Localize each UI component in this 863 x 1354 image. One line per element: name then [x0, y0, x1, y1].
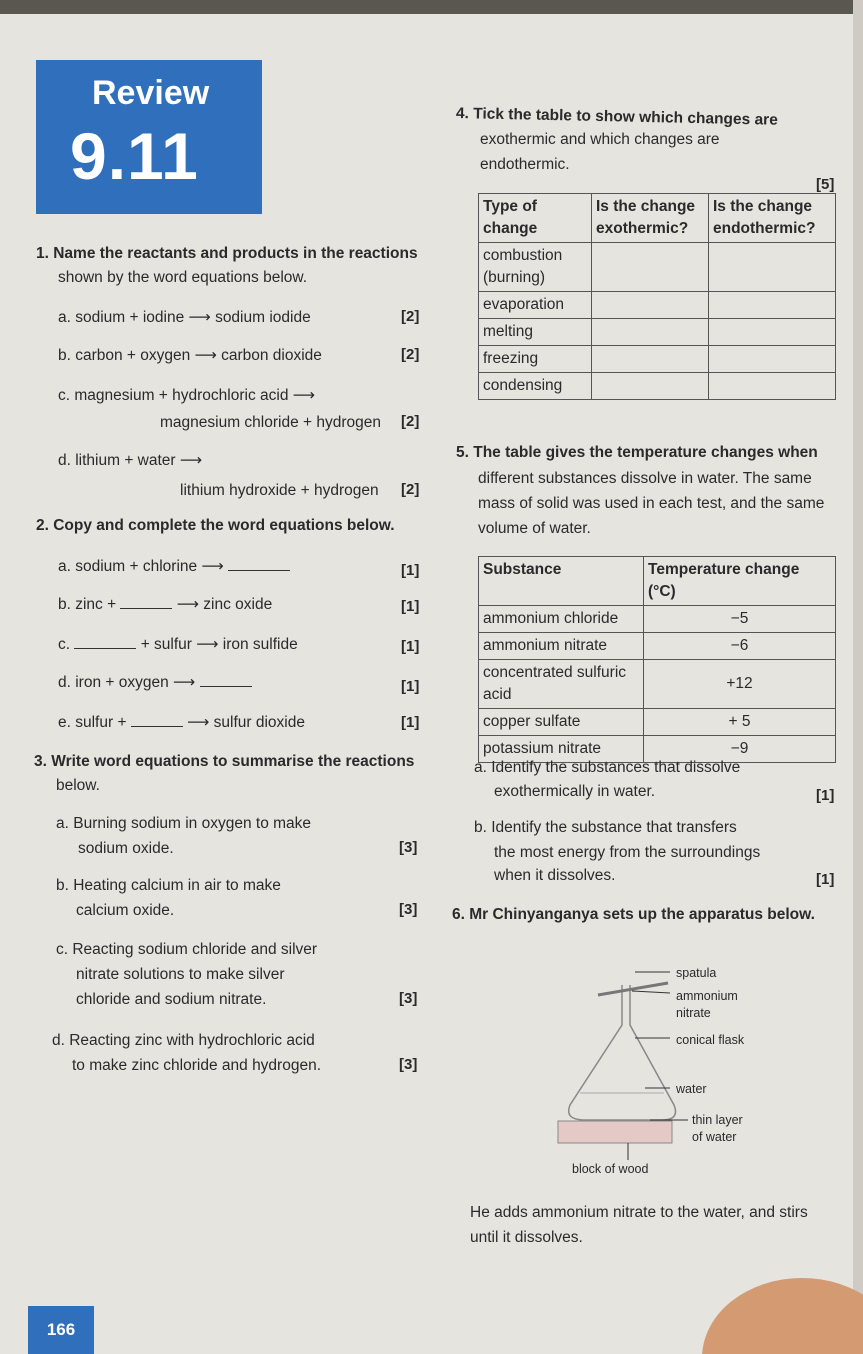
q1-d-2: lithium hydroxide + hydrogen [180, 482, 379, 499]
background-fabric [0, 0, 863, 14]
table-row [479, 243, 836, 292]
q2-c-text-2: + sulfur ⟶ iron sulfide [140, 636, 298, 653]
q2-b-text-2: ⟶ zinc oxide [176, 596, 273, 613]
q5-col-substance: Substance [479, 557, 644, 606]
table-row [479, 373, 836, 400]
q5-title: 5. The table gives the temperature changes when [456, 444, 818, 461]
table-row [479, 319, 836, 346]
q5-change: + 5 [644, 709, 836, 736]
q4-mark: [5] [816, 176, 835, 193]
review-label: Review [92, 74, 210, 112]
label-water: water [676, 1082, 707, 1096]
q2-b-mark: [1] [401, 598, 420, 615]
q1-a-mark: [2] [401, 308, 420, 325]
q3-c-2: nitrate solutions to make silver [76, 966, 285, 983]
q5-change: −6 [644, 633, 836, 660]
q1-d: d. lithium + water ⟶ [58, 452, 203, 469]
q4-header-row [479, 194, 836, 243]
q3-b-mark: [3] [399, 901, 418, 918]
conical-flask-outline [569, 985, 676, 1120]
block-of-wood [558, 1121, 672, 1143]
q4-table [478, 193, 836, 400]
q5-substance: potassium nitrate [479, 736, 644, 763]
q5-a-2: exothermically in water. [494, 783, 656, 800]
q5-a: a. Identify the substances that dissolve [474, 759, 741, 776]
review-badge [36, 60, 262, 214]
q1-a: a. sodium + iodine ⟶ sodium iodide [58, 309, 311, 326]
q4-row-combustion: combustion (burning) [479, 243, 592, 292]
table-row [479, 709, 836, 736]
label-thin-layer: thin layer [692, 1113, 743, 1127]
q2-d-blank[interactable] [200, 672, 252, 687]
q4-row-freezing: freezing [479, 346, 592, 373]
q4-col-type: Type of change [479, 194, 592, 243]
q5-change: +12 [644, 660, 836, 709]
tick-cell[interactable] [709, 243, 836, 292]
q4-title: 4. Tick the table to show which changes are [455, 105, 778, 129]
q6-text-2: until it dissolves. [470, 1229, 583, 1246]
label-spatula: spatula [676, 966, 717, 980]
q5-title-2: different substances dissolve in water. The same [478, 470, 812, 487]
q3-d-mark: [3] [399, 1056, 418, 1073]
finger-thumb [702, 1278, 863, 1354]
q1-title-2: shown by the word equations below. [58, 269, 308, 286]
q4-title-2: exothermic and which changes are [480, 131, 720, 148]
q3-title: 3. Write word equations to summarise the reactions [34, 753, 415, 770]
q2-c [58, 634, 298, 655]
ammonium-nitrate-pointer [632, 991, 670, 993]
spatula-shape [598, 983, 668, 995]
page-number: 166 [28, 1306, 94, 1354]
q1-title: 1. Name the reactants and products in the reactions [36, 245, 418, 262]
q5-header-row [479, 557, 836, 606]
q2-e-blank[interactable] [131, 712, 183, 727]
q2-e-mark: [1] [401, 714, 420, 731]
q5-b-3: when it dissolves. [494, 867, 616, 884]
q2-d-text: d. iron + oxygen ⟶ [58, 674, 196, 691]
q2-b [58, 594, 272, 615]
q2-d-mark: [1] [401, 678, 420, 695]
q4-col-endothermic: Is the change endothermic? [709, 194, 836, 243]
q2-e [58, 712, 305, 733]
tick-cell[interactable] [592, 319, 709, 346]
q5-change: −5 [644, 606, 836, 633]
table-row [479, 660, 836, 709]
q1-b: b. carbon + oxygen ⟶ carbon dioxide [58, 347, 322, 364]
q3-a: a. Burning sodium in oxygen to make [56, 815, 312, 832]
q2-b-blank[interactable] [120, 594, 172, 609]
q3-c: c. Reacting sodium chloride and silver [56, 941, 318, 958]
tick-cell[interactable] [709, 346, 836, 373]
q4-row-condensing: condensing [479, 373, 592, 400]
q4-row-melting: melting [479, 319, 592, 346]
q4-title-3: endothermic. [480, 156, 570, 173]
q2-title: 2. Copy and complete the word equations below. [36, 517, 395, 534]
q5-substance: ammonium chloride [479, 606, 644, 633]
q1-c-2: magnesium chloride + hydrogen [160, 414, 382, 431]
q3-d-2: to make zinc chloride and hydrogen. [72, 1057, 322, 1074]
tick-cell[interactable] [709, 319, 836, 346]
q2-a-blank[interactable] [228, 556, 290, 571]
q3-d: d. Reacting zinc with hydrochloric acid [52, 1032, 315, 1049]
q3-a-mark: [3] [399, 839, 418, 856]
q3-b-2: calcium oxide. [76, 902, 175, 919]
q1-c: c. magnesium + hydrochloric acid ⟶ [58, 387, 315, 404]
label-block-of-wood: block of wood [572, 1162, 649, 1176]
label-conical-flask: conical flask [676, 1033, 745, 1047]
table-row [479, 606, 836, 633]
q2-c-mark: [1] [401, 638, 420, 655]
q5-title-3: mass of solid was used in each test, and the same [478, 495, 825, 512]
q5-col-temperature: Temperature change (°C) [644, 557, 836, 606]
apparatus-diagram [540, 955, 800, 1185]
q2-b-text: b. zinc + [58, 596, 117, 613]
label-of-water: of water [692, 1130, 737, 1144]
tick-cell[interactable] [592, 346, 709, 373]
section-number: 9.11 [70, 119, 199, 193]
q2-c-text: c. [58, 636, 71, 653]
q5-substance: ammonium nitrate [479, 633, 644, 660]
table-row [479, 292, 836, 319]
q2-e-text: e. sulfur + [58, 714, 127, 731]
table-row [479, 346, 836, 373]
q5-title-4: volume of water. [478, 520, 591, 537]
q3-c-mark: [3] [399, 990, 418, 1007]
q3-title-2: below. [56, 777, 100, 794]
q5-substance: copper sulfate [479, 709, 644, 736]
q3-c-3: chloride and sodium nitrate. [76, 991, 267, 1008]
q2-c-blank[interactable] [74, 634, 136, 649]
q5-substance: concentrated sulfuric acid [479, 660, 644, 709]
q2-a [58, 556, 290, 577]
q4-row-evaporation: evaporation [479, 292, 592, 319]
tick-cell[interactable] [592, 292, 709, 319]
q3-a-2: sodium oxide. [78, 840, 174, 857]
page-edge [853, 0, 863, 1354]
q2-d [58, 672, 252, 693]
q4-col-exothermic: Is the change exothermic? [592, 194, 709, 243]
q6-title: 6. Mr Chinyanganya sets up the apparatus below. [452, 906, 815, 923]
tick-cell[interactable] [709, 292, 836, 319]
tick-cell[interactable] [592, 243, 709, 292]
q5-a-mark: [1] [816, 787, 835, 804]
tick-cell[interactable] [592, 373, 709, 400]
label-ammonium: ammonium [676, 989, 738, 1003]
q5-b-2: the most energy from the surroundings [494, 844, 761, 861]
tick-cell[interactable] [709, 373, 836, 400]
q1-c-mark: [2] [401, 413, 420, 430]
q3-b: b. Heating calcium in air to make [56, 877, 281, 894]
q2-a-text: a. sodium + chlorine ⟶ [58, 558, 224, 575]
q5-change: −9 [644, 736, 836, 763]
q5-table [478, 556, 836, 763]
q1-b-mark: [2] [401, 346, 420, 363]
q2-a-mark: [1] [401, 562, 420, 579]
q1-d-mark: [2] [401, 481, 420, 498]
q6-text: He adds ammonium nitrate to the water, and stirs [470, 1204, 808, 1221]
q5-b-mark: [1] [816, 871, 835, 888]
table-row [479, 633, 836, 660]
q2-e-text-2: ⟶ sulfur dioxide [187, 714, 305, 731]
label-nitrate: nitrate [676, 1006, 711, 1020]
q5-b: b. Identify the substance that transfers [474, 819, 737, 836]
